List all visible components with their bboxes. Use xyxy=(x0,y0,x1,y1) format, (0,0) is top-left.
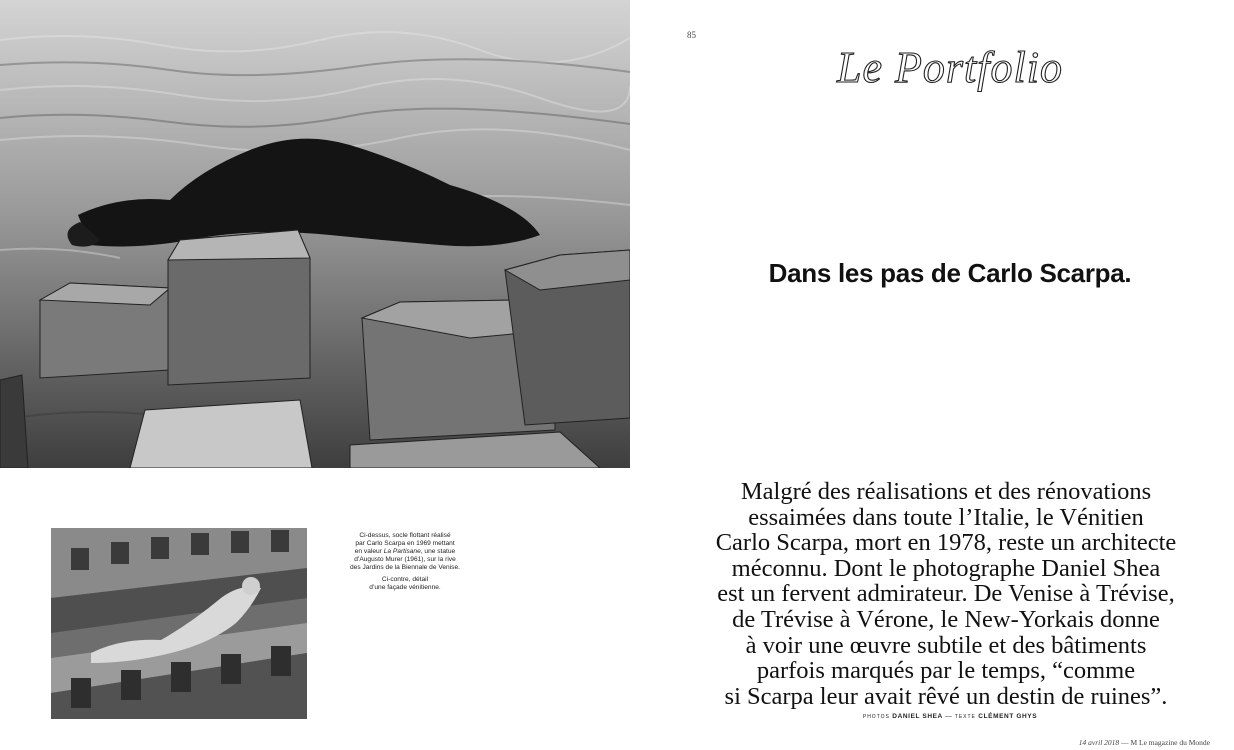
photo-caption xyxy=(330,532,480,596)
caption-paragraph-detail xyxy=(330,576,480,592)
caption-line: en valeur xyxy=(354,548,384,555)
issue-date: 14 avril 2018 xyxy=(1078,738,1120,747)
standfirst-line: de Trévise à Vérone, le New-Yorkais donne xyxy=(732,605,1160,633)
caption-paragraph-main xyxy=(330,532,480,572)
venetian-facade-image xyxy=(51,528,307,719)
article-headline: Dans les pas de Carlo Scarpa. xyxy=(768,258,1132,288)
standfirst-line: parfois marqués par le temps, “comme xyxy=(756,657,1136,685)
standfirst-line: Carlo Scarpa, mort en 1978, reste un architecte xyxy=(715,529,1177,557)
magazine-name: — M Le magazine du Monde xyxy=(1119,738,1210,747)
article-credits xyxy=(760,713,1140,720)
photos-label: PHOTOS xyxy=(862,714,890,720)
caption-line: d’une façade vénitienne. xyxy=(369,584,441,591)
standfirst-line: est un fervent admirateur. De Venise à Trévise, xyxy=(717,580,1175,608)
caption-line: d’Augusto Murer (1961), sur la rive xyxy=(354,556,456,563)
article-standfirst xyxy=(676,479,1216,709)
credits-separator: — xyxy=(945,713,953,720)
standfirst-line: à voir une œuvre subtile et des bâtiments xyxy=(745,631,1147,659)
page-number: 85 xyxy=(687,30,696,40)
floating-plinth-statue-image xyxy=(0,0,630,468)
photographer-name: DANIEL SHEA xyxy=(892,713,943,720)
section-title: Le Portfolio xyxy=(837,43,1063,92)
standfirst-line: Malgré des réalisations et des rénovations xyxy=(740,478,1152,505)
main-photograph xyxy=(0,0,630,468)
text-label: TEXTE xyxy=(954,714,976,720)
caption-line: Ci-dessus, socle flottant réalisé xyxy=(359,532,451,539)
standfirst-line: méconnu. Dont le photographe Daniel Shea xyxy=(731,554,1161,582)
caption-line: des Jardins de la Biennale de Venise. xyxy=(350,564,460,571)
author-name: CLÉMENT GHYS xyxy=(978,713,1038,720)
caption-line: Ci-contre, détail xyxy=(381,576,429,583)
caption-line: , une statue xyxy=(420,548,456,555)
page-footer xyxy=(1079,738,1210,747)
artwork-title: La Partisane xyxy=(383,548,421,555)
facade-detail-photograph xyxy=(51,528,307,719)
caption-line: par Carlo Scarpa en 1969 mettant xyxy=(355,540,455,547)
standfirst-line: si Scarpa leur avait rêvé un destin de ruines”. xyxy=(724,682,1168,710)
standfirst-line: essaimées dans toute l’Italie, le Vénitien xyxy=(748,503,1144,531)
